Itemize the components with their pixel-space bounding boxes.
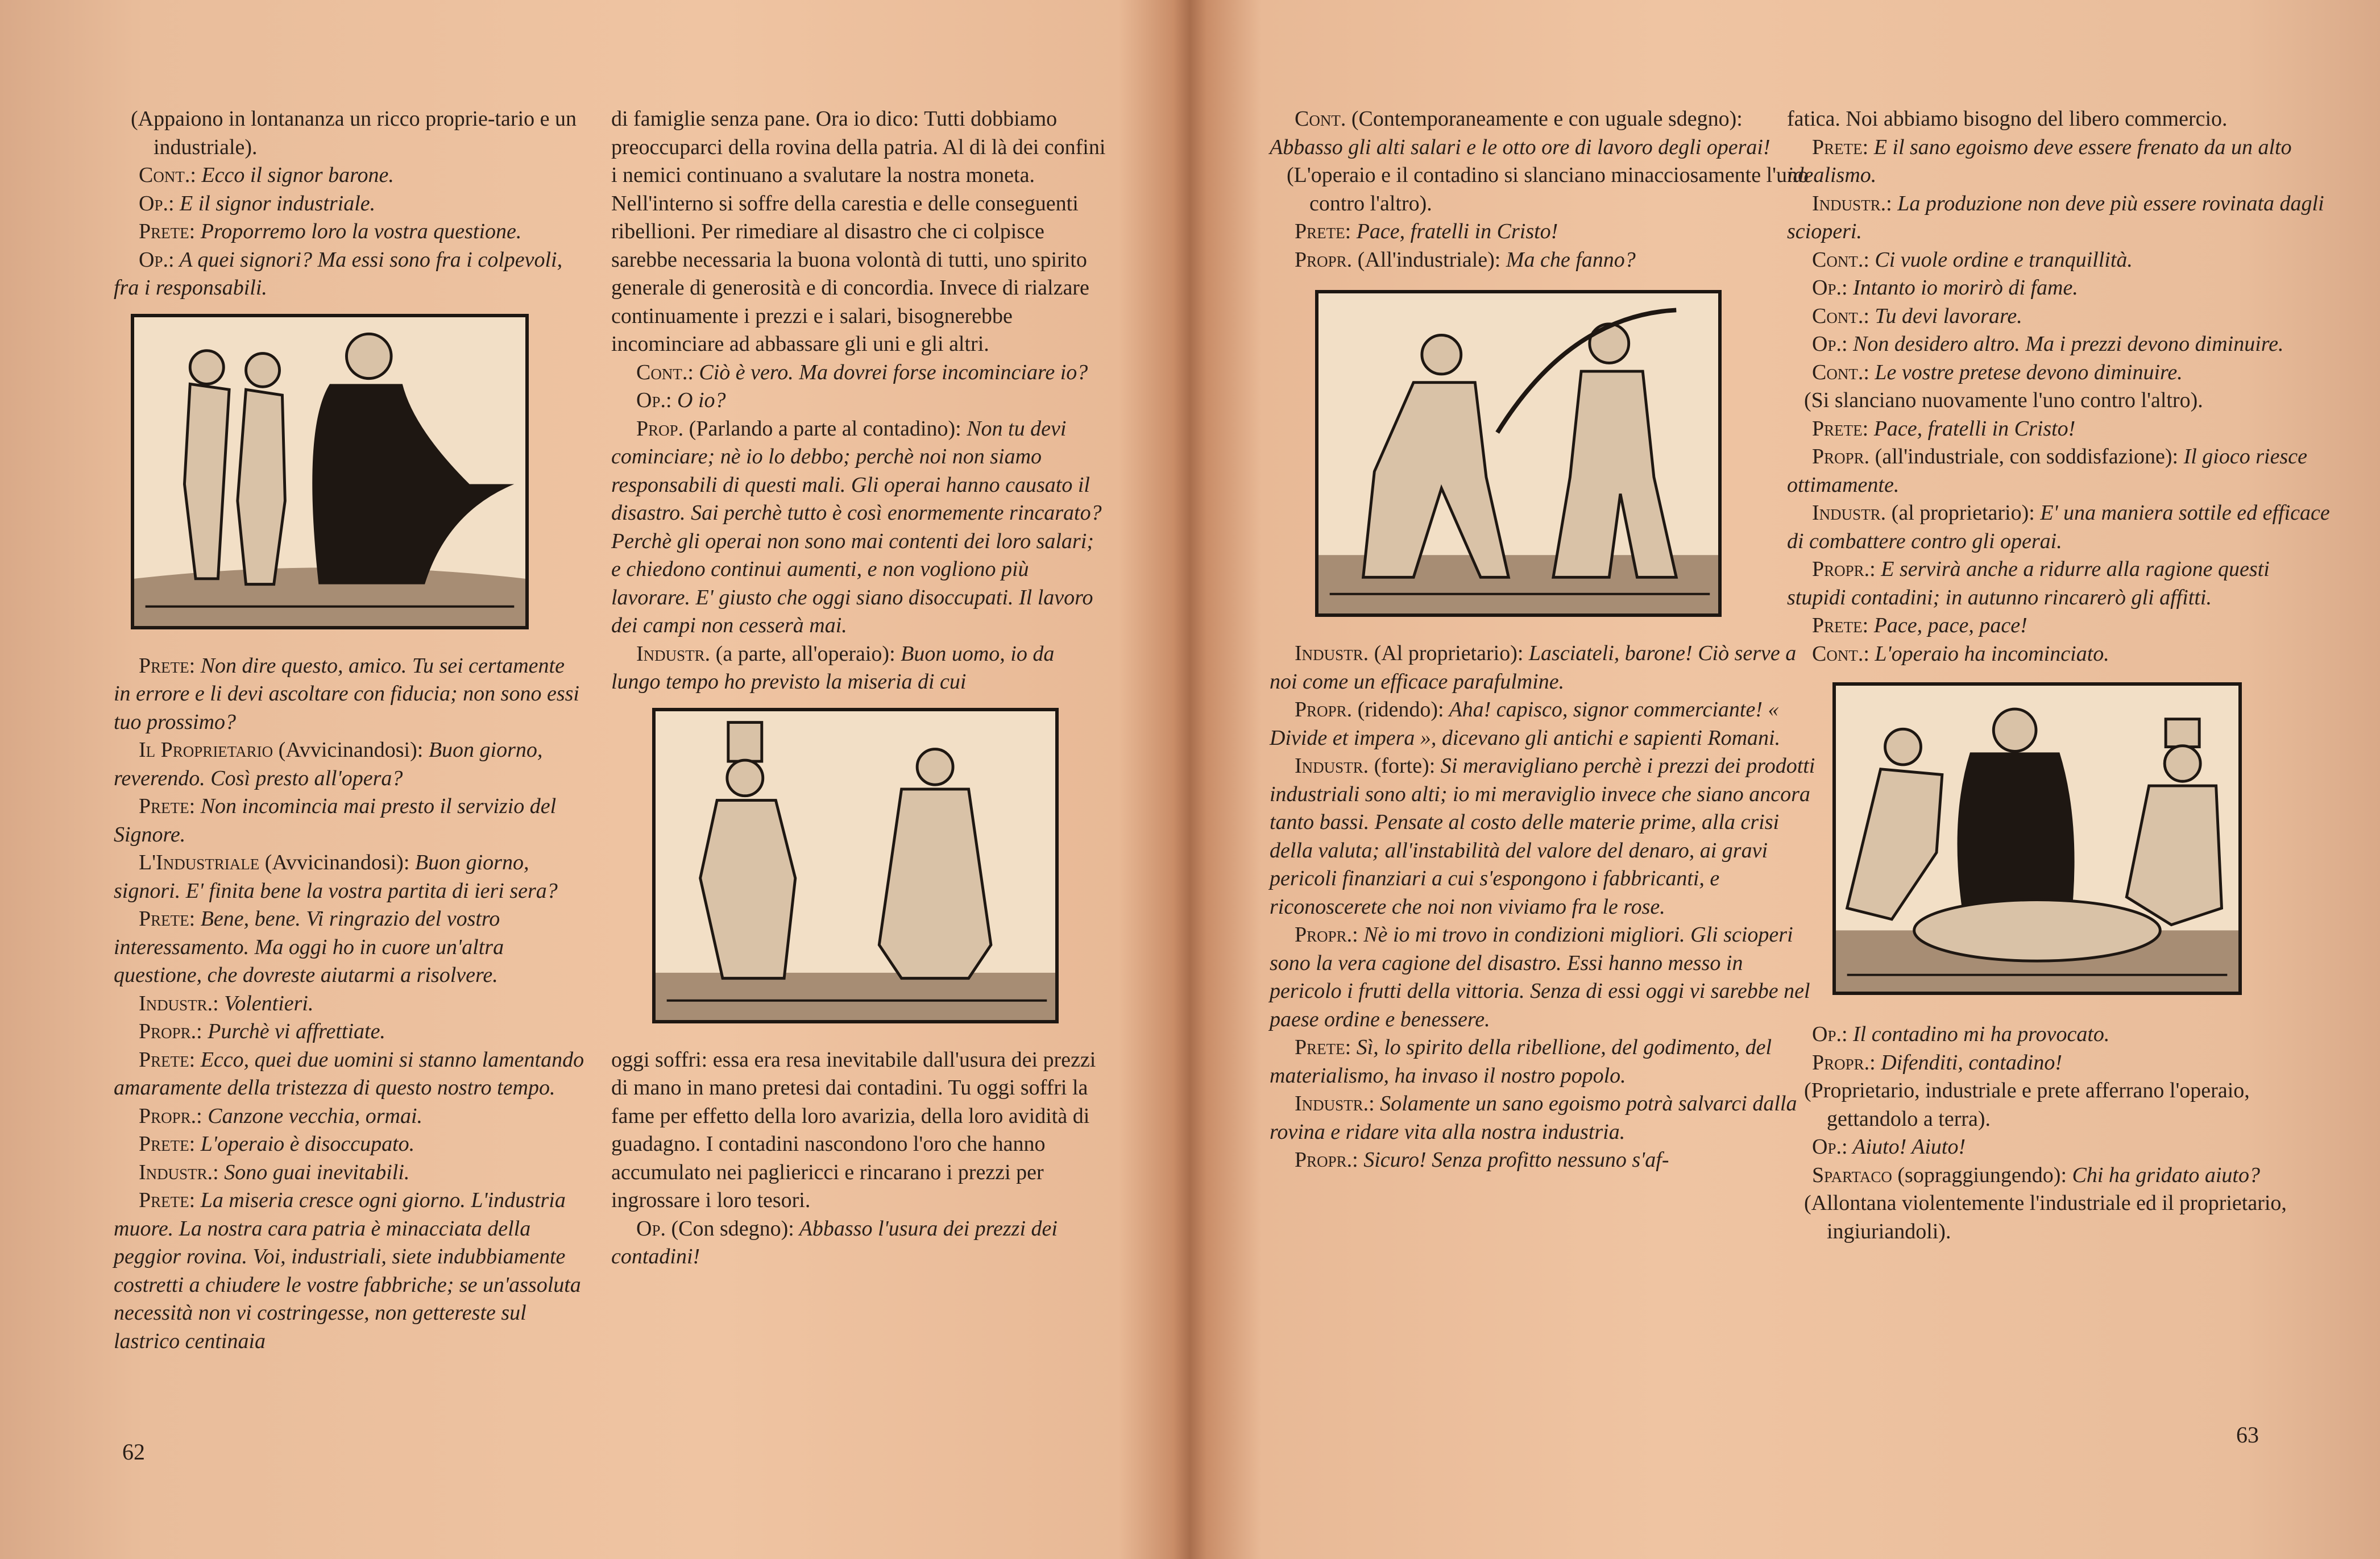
paragraph-text: L'operaio è disoccupato. — [195, 1132, 415, 1156]
speaker-label: Prete: — [139, 653, 196, 678]
paragraph-text: Sicuro! Senza profitto nessuno s'af- — [1358, 1148, 1669, 1172]
dialogue-paragraph — [1787, 640, 2333, 669]
stage-direction: (Avvicinandosi): — [273, 738, 424, 762]
dialogue-paragraph — [1787, 1077, 2333, 1133]
dialogue-paragraph — [1787, 302, 2333, 331]
paragraph-text: Nè io mi trovo in condizioni migliori. Gli scioperi sono la vera cagione del disastro. Essi hanno messo in pericolo i frutti della vittoria. Senza di essi oggi vi sarebbe nel paese ordine e benessere. — [1270, 923, 1810, 1031]
speaker-label: Prete: — [139, 1047, 196, 1072]
dialogue-paragraph — [114, 1187, 586, 1355]
dialogue-paragraph — [114, 105, 586, 161]
speaker-label: Propr. — [1295, 698, 1353, 722]
speaker-label: Op.: — [636, 388, 672, 412]
paragraph-text: Non desidero altro. Ma i prezzi devono diminuire. — [1847, 332, 2284, 356]
left-column-1 — [114, 105, 586, 1355]
speaker-label: Op.: — [1812, 1135, 1848, 1159]
paragraph-text: Pace, fratelli in Cristo! — [1351, 219, 1558, 243]
speaker-label: Prete: — [1812, 613, 1869, 637]
paragraph-text: (Si slanciano nuovamente l'uno contro l'altro). — [1804, 388, 2203, 412]
stage-direction: (All'industriale): — [1352, 247, 1501, 272]
speaker-label: Op.: — [1812, 332, 1848, 356]
paragraph-text: E il sano egoismo deve essere frenato da un alto idealismo. — [1787, 135, 2292, 187]
speaker-label: Prete: — [139, 907, 196, 931]
speaker-label: Spartaco — [1812, 1163, 1892, 1187]
paragraph-text: di famiglie senza pane. Ora io dico: Tutti dobbiamo preoccuparci della rovina della patria. Al di là dei confini i nemici continuano a svalutare la nostra moneta. Nell'interno si soffre della carestia e delle conseguenti ribellioni. Per rimediare al disastro che ci colpisce sarebbe necessaria la buona volontà di tutti, uno spirito generale di generosità e di concordia. Invece di rialzare continuamente i prezzi e i salari, bisognerebbe incominciare ad abbassare gli uni e gli altri. — [611, 107, 1106, 356]
paragraph-text: Abbasso l'usura dei prezzi dei contadini! — [611, 1216, 1058, 1268]
speaker-label: Cont.: — [1812, 247, 1869, 272]
dialogue-paragraph — [611, 105, 1106, 359]
paragraph-text: Non incomincia mai presto il servizio del Signore. — [114, 794, 557, 847]
speaker-label: Prete: — [139, 794, 196, 818]
dialogue-paragraph — [1787, 330, 2333, 359]
illustration-three-figures — [131, 314, 529, 629]
paragraph-text: Difenditi, contadino! — [1875, 1050, 2062, 1075]
dialogue-paragraph — [1270, 105, 1815, 161]
dialogue-paragraph — [114, 1102, 586, 1131]
dialogue-paragraph — [1787, 190, 2333, 246]
page-number: 63 — [2236, 1422, 2259, 1448]
paragraph-text: Ciò è vero. Ma dovrei forse incominciare io? — [693, 360, 1088, 384]
dialogue-paragraph — [1787, 612, 2333, 640]
paragraph-text: Non dire questo, amico. Tu sei certamente in errore e li devi ascoltare con fiducia; non sono essi tuo prossimo? — [114, 653, 579, 734]
text-block — [114, 105, 586, 302]
dialogue-paragraph — [114, 1159, 586, 1187]
paragraph-text: Il gioco riesce ottimamente. — [1787, 445, 2307, 497]
paragraph-text: (Allontana violentemente l'industriale ed il proprietario, ingiuriandoli). — [1804, 1191, 2287, 1243]
dialogue-paragraph — [1270, 752, 1815, 921]
illustration-worker-and-peasant — [1315, 290, 1722, 617]
dialogue-paragraph — [1787, 1189, 2333, 1246]
paragraph-text: fatica. Noi abbiamo bisogno del libero commercio. — [1787, 107, 2228, 131]
stage-direction: (ridendo): — [1352, 698, 1444, 722]
paragraph-text: Ecco il signor barone. — [196, 163, 394, 187]
stage-direction: (all'industriale, con soddisfazione): — [1869, 445, 2179, 468]
speaker-label: Cont.: — [636, 360, 694, 384]
text-block — [1787, 1021, 2333, 1246]
dialogue-paragraph — [1787, 1162, 2333, 1190]
dialogue-paragraph — [1270, 640, 1815, 696]
speaker-label: Op. — [636, 1216, 666, 1241]
speaker-label: Cont.: — [139, 163, 196, 187]
paragraph-text: Ci vuole ordine e tranquillità. — [1869, 247, 2133, 272]
dialogue-paragraph — [114, 1018, 586, 1046]
speaker-label: Op.: — [139, 191, 175, 215]
paragraph-text: Il contadino mi ha provocato. — [1847, 1022, 2110, 1046]
dialogue-paragraph — [611, 1215, 1106, 1271]
speaker-label: Prete: — [139, 1132, 196, 1156]
dialogue-paragraph — [1787, 1021, 2333, 1049]
dialogue-paragraph — [1270, 696, 1815, 752]
dialogue-paragraph — [1270, 1090, 1815, 1146]
dialogue-paragraph — [1787, 246, 2333, 275]
stage-direction: (al proprietario): — [1886, 501, 2035, 525]
dialogue-paragraph — [611, 415, 1106, 640]
speaker-label: Propr.: — [139, 1019, 202, 1043]
dialogue-paragraph — [114, 190, 586, 218]
dialogue-paragraph — [611, 1046, 1106, 1215]
paragraph-text: Buon giorno, signori. E' finita bene la vostra partita di ieri sera? — [114, 851, 558, 903]
speaker-label: Propr. — [1812, 445, 1870, 468]
paragraph-text: oggi soffri: essa era resa inevitabile dall'usura dei prezzi di mano in mano pretesi dai contadini. Tu oggi soffri la fame per effetto della loro avarizia, della loro avidità di guadagno. I contadini nascondono l'oro che hanno accumulato nei pagliericci e rincarano i prezzi per ingrossare i loro tesori. — [611, 1047, 1096, 1212]
dialogue-paragraph — [114, 1130, 586, 1159]
text-block — [114, 652, 586, 1356]
dialogue-paragraph — [611, 387, 1106, 415]
dialogue-paragraph — [1270, 161, 1815, 218]
dialogue-paragraph — [1787, 1133, 2333, 1162]
paragraph-text: Ecco, quei due uomini si stanno lamentando amaramente della tristezza di questo nostro tempo. — [114, 1047, 584, 1100]
paragraph-text: L'operaio ha incominciato. — [1869, 641, 2109, 666]
paragraph-text: Pace, fratelli in Cristo! — [1868, 416, 2076, 441]
speaker-label: Industr.: — [139, 991, 219, 1015]
dialogue-paragraph — [1787, 499, 2333, 555]
illustration-struggle-scene — [1832, 682, 2242, 995]
paragraph-text: Buon giorno, reverendo. Così presto all'opera? — [114, 738, 543, 790]
speaker-label: Il Proprietario — [139, 738, 273, 762]
dialogue-paragraph — [611, 640, 1106, 696]
speaker-label: Prete: — [139, 219, 196, 243]
right-column-1 — [1270, 105, 1815, 1175]
dialogue-paragraph — [1270, 1034, 1815, 1090]
text-block — [611, 1046, 1106, 1271]
dialogue-paragraph — [1787, 359, 2333, 387]
paragraph-text: Non tu devi cominciare; nè io lo debbo; perchè noi non siamo responsabili di questi mali. Gli operai hanno causato il disastro. Sai perchè tutto è così enormemente rincarato? Perchè gli operai non sono mai contenti dei loro salari; e chiedono continui aumenti, e non vogliono più lavorare. E' giusto che oggi siano disoccupati. Il lavoro dei campi non cesserà mai. — [611, 416, 1102, 637]
dialogue-paragraph — [114, 990, 586, 1018]
dialogue-paragraph — [1787, 105, 2333, 134]
right-column-2 — [1787, 105, 2333, 1246]
paragraph-text: Sono guai inevitabili. — [218, 1160, 410, 1184]
dialogue-paragraph — [1787, 443, 2333, 499]
speaker-label: Prete: — [1295, 1035, 1351, 1059]
text-block — [1270, 105, 1815, 274]
paragraph-text: Canzone vecchia, ormai. — [202, 1104, 423, 1128]
paragraph-text: Pace, pace, pace! — [1868, 613, 2027, 637]
paragraph-text: La produzione non deve più essere rovinata dagli scioperi. — [1787, 191, 2324, 243]
paragraph-text: Abbasso gli alti salari e le otto ore di lavoro degli operai! — [1270, 135, 1771, 159]
dialogue-paragraph — [114, 793, 586, 849]
paragraph-text: Tu devi lavorare. — [1869, 304, 2022, 328]
paragraph-text: Si meravigliano perchè i prezzi dei prodotti industriali sono alti; io mi meraviglio invece che siano ancora tanto bassi. Pensate al costo delle materie prime, alla crisi della valuta; all'instabilità del valore del denaro, ai gravi pericoli finanziari a cui s'espongono i fabbricanti, e riconoscerete che noi non viviamo fra le rose. — [1270, 754, 1815, 919]
stage-direction: (sopraggiungendo): — [1892, 1163, 2067, 1187]
speaker-label: Prete: — [139, 1188, 196, 1212]
paragraph-text: Proporremo loro la vostra questione. — [195, 219, 522, 243]
dialogue-paragraph — [114, 849, 586, 905]
stage-direction: (Con sdegno): — [665, 1216, 794, 1241]
speaker-label: Prete: — [1295, 219, 1351, 243]
dialogue-paragraph — [114, 736, 586, 793]
speaker-label: Op.: — [1812, 276, 1848, 300]
speaker-label: Propr.: — [1295, 923, 1358, 947]
speaker-label: Industr. — [636, 641, 711, 666]
paragraph-text: A quei signori? Ma essi sono fra i colpevoli, fra i responsabili. — [114, 247, 563, 300]
speaker-label: Industr. — [1295, 754, 1369, 778]
left-column-2 — [611, 105, 1106, 1271]
speaker-label: Industr.: — [139, 1160, 219, 1184]
paragraph-text: Buon uomo, io da lungo tempo ho previsto la miseria di cui — [611, 641, 1055, 694]
speaker-label: L'Industriale — [139, 851, 260, 874]
dialogue-paragraph — [114, 905, 586, 990]
speaker-label: Industr.: — [1295, 1092, 1375, 1116]
text-block — [1787, 105, 2333, 668]
dialogue-paragraph — [114, 1046, 586, 1102]
paragraph-text: Aha! capisco, signor commerciante! « Divide et impera », dicevano gli antichi e sapienti Romani. — [1270, 698, 1781, 750]
stage-direction: (Contemporaneamente e con uguale sdegno): — [1346, 107, 1743, 131]
speaker-label: Prete: — [1812, 135, 1869, 159]
paragraph-text: Sì, lo spirito della ribellione, del godimento, del materialismo, ha invaso il nostro popolo. — [1270, 1035, 1772, 1088]
paragraph-text: Purchè vi affrettiate. — [202, 1019, 385, 1043]
paragraph-text: Aiuto! Aiuto! — [1847, 1135, 1966, 1159]
speaker-label: Prete: — [1812, 416, 1869, 441]
paragraph-text: O io? — [671, 388, 726, 412]
speaker-label: Op.: — [139, 247, 175, 272]
paragraph-text: E' una maniera sottile ed efficace di combattere contro gli operai. — [1787, 501, 2330, 553]
speaker-label: Industr. — [1812, 501, 1886, 525]
dialogue-paragraph — [611, 359, 1106, 387]
paragraph-text: La miseria cresce ogni giorno. L'industria muore. La nostra cara patria è minacciata della peggior rovina. Voi, industriali, siete indubbiamente costretti a chiudere le vostre fabbriche; se un'assoluta necessità non vi costringesse, non gettereste sul lastrico centinaia — [114, 1188, 581, 1353]
paragraph-text: Le vostre pretese devono diminuire. — [1869, 360, 2183, 384]
text-block — [1270, 640, 1815, 1175]
paragraph-text: Ma che fanno? — [1500, 247, 1636, 272]
paragraph-text: Volentieri. — [218, 991, 314, 1015]
dialogue-paragraph — [1787, 274, 2333, 302]
paragraph-text: (Proprietario, industriale e prete afferrano l'operaio, gettandolo a terra). — [1804, 1079, 2250, 1131]
dialogue-paragraph — [1270, 218, 1815, 246]
text-block — [611, 105, 1106, 696]
paragraph-text: Chi ha gridato aiuto? — [2067, 1163, 2260, 1187]
speaker-label: Cont.: — [1812, 641, 1869, 666]
speaker-label: Cont. — [1295, 107, 1346, 131]
stage-direction: (forte): — [1369, 754, 1436, 778]
paragraph-text: (Appaiono in lontananza un ricco proprie-tario e un industriale). — [131, 107, 577, 159]
speaker-label: Propr. — [1295, 247, 1353, 272]
stage-direction: (Avvicinandosi): — [259, 851, 410, 874]
stage-direction: (Parlando a parte al contadino): — [683, 416, 961, 441]
illustration-two-men — [652, 708, 1059, 1023]
dialogue-paragraph — [1270, 1146, 1815, 1175]
paragraph-text: E servirà anche a ridurre alla ragione questi stupidi contadini; in autunno rincarerò gli affitti. — [1787, 557, 2270, 609]
dialogue-paragraph — [1787, 415, 2333, 443]
stage-direction: (a parte, all'operaio): — [710, 641, 895, 666]
speaker-label: Propr.: — [139, 1104, 202, 1128]
dialogue-paragraph — [114, 652, 586, 737]
paragraph-text: Lasciateli, barone! Ciò serve a noi come un efficace parafulmine. — [1270, 641, 1797, 694]
dialogue-paragraph — [114, 218, 586, 246]
paragraph-text: Bene, bene. Vi ringrazio del vostro interessamento. Ma oggi ho in cuore un'altra questione, che dovreste aiutarmi a risolvere. — [114, 907, 504, 987]
dialogue-paragraph — [114, 246, 586, 302]
dialogue-paragraph — [1270, 246, 1815, 275]
dialogue-paragraph — [1787, 555, 2333, 612]
dialogue-paragraph — [1787, 387, 2333, 415]
speaker-label: Propr.: — [1812, 1050, 1876, 1075]
speaker-label: Cont.: — [1812, 360, 1869, 384]
dialogue-paragraph — [1787, 1049, 2333, 1077]
dialogue-paragraph — [1787, 134, 2333, 190]
right-page — [1190, 0, 2380, 1559]
paragraph-text: Intanto io morirò di fame. — [1847, 276, 2078, 300]
paragraph-text: (L'operaio e il contadino si slanciano minacciosamente l'uno contro l'altro). — [1287, 163, 1809, 215]
speaker-label: Prop. — [636, 416, 684, 441]
speaker-label: Industr.: — [1812, 191, 1892, 215]
speaker-label: Industr. — [1295, 641, 1369, 665]
stage-direction: (Al proprietario): — [1369, 641, 1524, 665]
speaker-label: Cont.: — [1812, 304, 1869, 328]
paragraph-text: Solamente un sano egoismo potrà salvarci dalla rovina e ridare vita alla nostra industria. — [1270, 1092, 1797, 1144]
paragraph-text: E il signor industriale. — [174, 191, 376, 215]
speaker-label: Op.: — [1812, 1022, 1848, 1046]
speaker-label: Propr.: — [1295, 1148, 1358, 1172]
dialogue-paragraph — [114, 161, 586, 190]
dialogue-paragraph — [1270, 921, 1815, 1034]
speaker-label: Propr.: — [1812, 557, 1876, 581]
page-number: 62 — [122, 1439, 145, 1465]
